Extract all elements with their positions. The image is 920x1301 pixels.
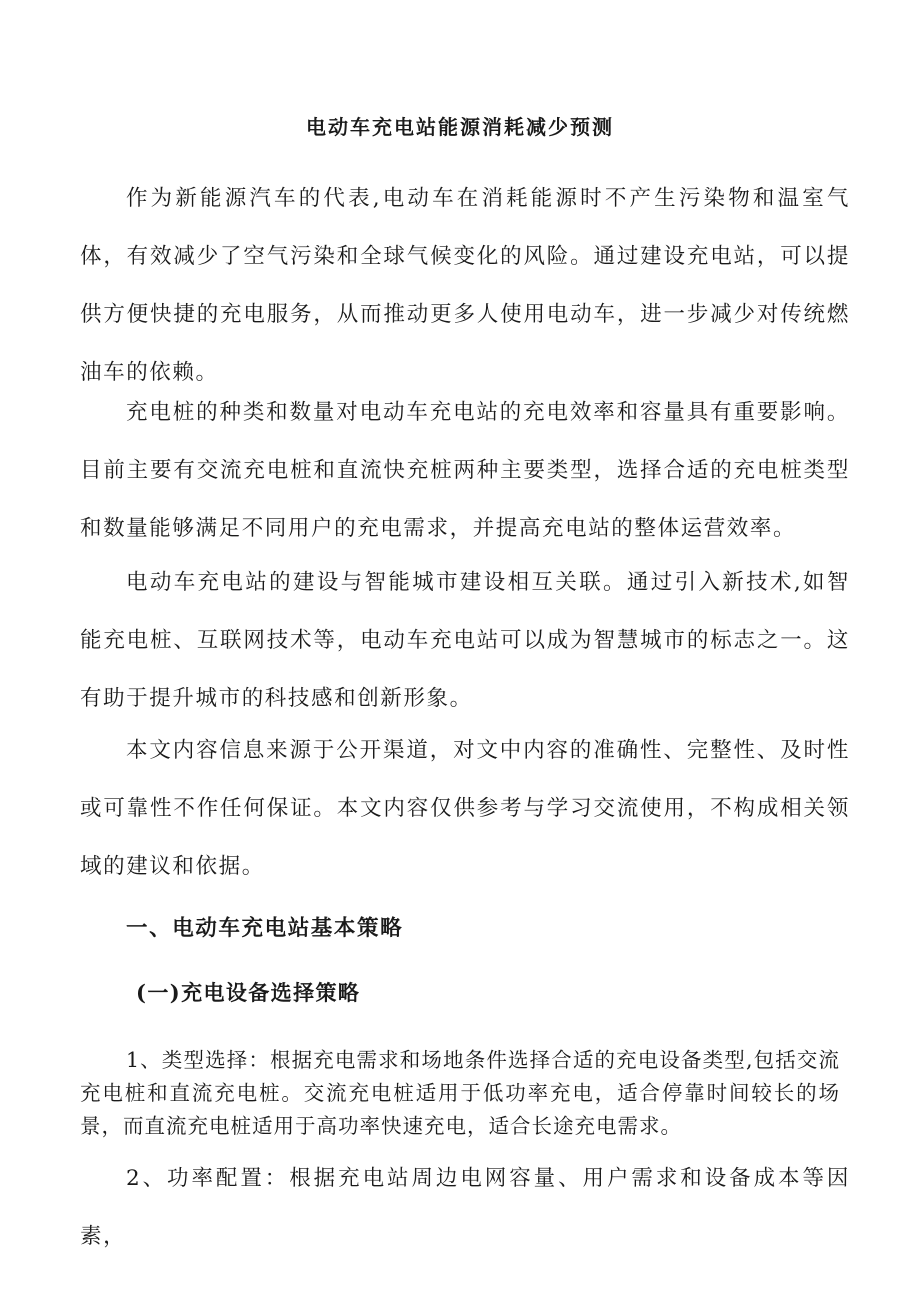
document-title: 电动车充电站能源消耗减少预测 (306, 115, 614, 139)
paragraph-charging-piles: 充电桩的种类和数量对电动车充电站的充电效率和容量具有重要影响。目前主要有交流充电桩和直流快充桩两种主要类型，选择合适的充电桩类型和数量能够满足不同用户的充电需求，并提高充电站的整体运营效率。 (80, 400, 850, 541)
paragraph-intro: 作为新能源汽车的代表,电动车在消耗能源时不产生污染物和温室气体，有效减少了空气污染和全球气候变化的风险。通过建设充电站，可以提供方便快捷的充电服务，从而推动更多人使用电动车，进一步减少对传统燃油车的依赖。 (80, 186, 850, 385)
section-heading: 一、电动车充电站基本策略 (126, 916, 404, 941)
list-item-power-config: 2、功率配置：根据充电站周边电网容量、用户需求和设备成本等因素， (80, 1166, 850, 1249)
paragraph-smart-city: 电动车充电站的建设与智能城市建设相互关联。通过引入新技术,如智能充电桩、互联网技术等，电动车充电站可以成为智慧城市的标志之一。这有助于提升城市的科技感和创新形象。 (80, 570, 850, 711)
subsection-heading: (一)充电设备选择策略 (136, 980, 361, 1005)
paragraph-disclaimer: 本文内容信息来源于公开渠道，对文中内容的准确性、完整性、及时性或可靠性不作任何保证。本文内容仅供参考与学习交流使用，不构成相关领域的建议和依据。 (80, 738, 850, 879)
list-item-type-selection: 1、类型选择：根据充电需求和场地条件选择合适的充电设备类型,包括交流充电桩和直流充电桩。交流充电桩适用于低功率充电，适合停靠时间较长的场景，而直流充电桩适用于高功率快速充电，适合长途充电需求。 (80, 1048, 840, 1138)
